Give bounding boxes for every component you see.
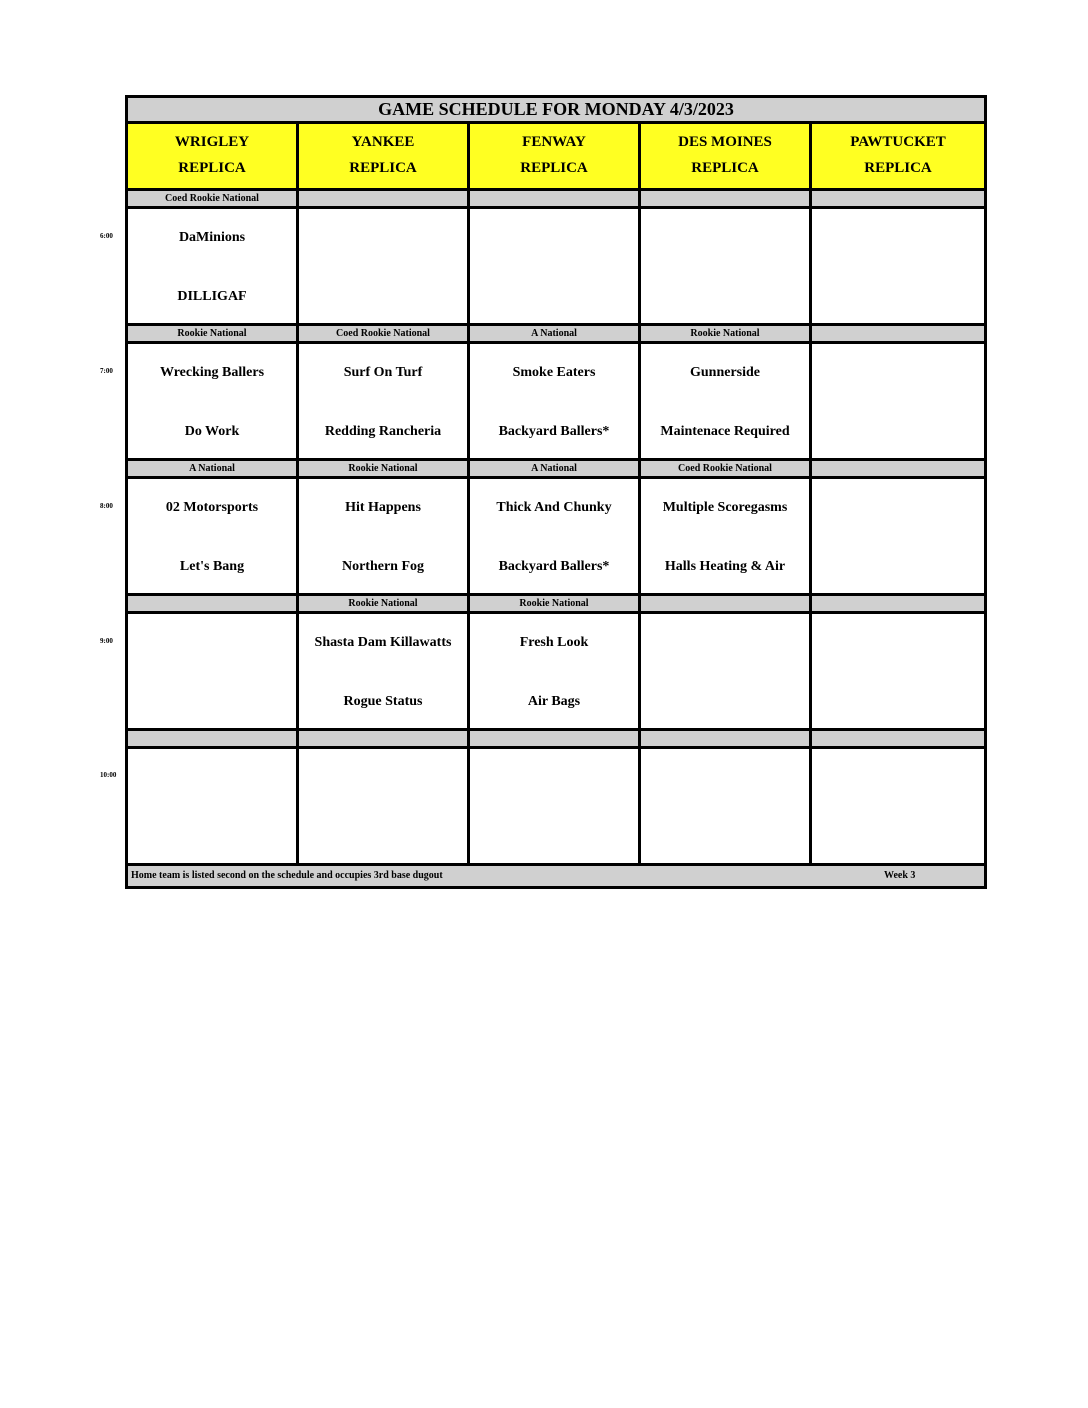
division-label: Coed Rookie National xyxy=(128,191,299,206)
time-label-6: 6:00 xyxy=(100,232,113,240)
away-team: Wrecking Ballers xyxy=(159,365,265,380)
time-slot-10 xyxy=(128,731,984,866)
field-header-pawtucket xyxy=(812,124,984,188)
game-row xyxy=(128,749,984,866)
game-cell xyxy=(299,209,470,323)
field-name: FENWAY xyxy=(522,134,586,150)
time-label-8: 8:00 xyxy=(100,502,113,510)
away-team: Shasta Dam Killawatts xyxy=(314,635,452,650)
game-cell xyxy=(470,479,641,593)
game-cell xyxy=(299,614,470,728)
game-row xyxy=(128,479,984,596)
field-sub: REPLICA xyxy=(178,160,246,176)
time-label-7: 7:00 xyxy=(100,367,113,375)
game-row xyxy=(128,344,984,461)
field-header-wrigley xyxy=(128,124,299,188)
division-label xyxy=(299,731,470,746)
division-label xyxy=(299,191,470,206)
game-row xyxy=(128,614,984,731)
game-cell xyxy=(812,209,984,323)
away-team: Surf On Turf xyxy=(343,365,423,380)
away-team: Fresh Look xyxy=(519,635,589,650)
schedule-table xyxy=(125,95,987,889)
field-header-yankee xyxy=(299,124,470,188)
division-label xyxy=(812,731,984,746)
away-team: 02 Motorsports xyxy=(165,500,259,515)
game-cell xyxy=(128,209,299,323)
division-label xyxy=(641,191,812,206)
home-team: DILLIGAF xyxy=(177,289,247,304)
home-team: Let's Bang xyxy=(179,559,245,574)
away-team: Gunnerside xyxy=(689,365,760,380)
division-label xyxy=(812,461,984,476)
game-cell xyxy=(128,344,299,458)
home-team: Backyard Ballers* xyxy=(498,559,610,574)
division-label xyxy=(128,596,299,611)
game-cell xyxy=(641,479,812,593)
division-label xyxy=(812,596,984,611)
game-cell xyxy=(641,749,812,863)
field-name: PAWTUCKET xyxy=(850,134,946,150)
division-label: Rookie National xyxy=(299,596,470,611)
division-label xyxy=(128,731,299,746)
home-team: Backyard Ballers* xyxy=(498,424,610,439)
time-slot-7 xyxy=(128,326,984,461)
away-team: Hit Happens xyxy=(345,500,421,515)
division-label: Coed Rookie National xyxy=(299,326,470,341)
week-label: Week 3 xyxy=(884,870,916,881)
schedule-footer xyxy=(128,866,984,886)
home-team: Air Bags xyxy=(527,694,581,709)
game-cell xyxy=(128,479,299,593)
division-row xyxy=(128,461,984,479)
division-label: A National xyxy=(470,461,641,476)
field-name: DES MOINES xyxy=(678,134,772,150)
home-team-note: Home team is listed second on the schedule and occupies 3rd base dugout xyxy=(131,870,443,881)
division-row xyxy=(128,596,984,614)
game-cell xyxy=(470,344,641,458)
division-label: Rookie National xyxy=(470,596,641,611)
field-header-fenway xyxy=(470,124,641,188)
game-cell xyxy=(641,344,812,458)
game-cell xyxy=(470,749,641,863)
game-cell xyxy=(299,749,470,863)
time-label-10: 10:00 xyxy=(100,771,117,779)
game-cell xyxy=(641,209,812,323)
division-row xyxy=(128,191,984,209)
home-team: Northern Fog xyxy=(341,559,425,574)
game-cell xyxy=(128,614,299,728)
time-slot-6 xyxy=(128,191,984,326)
division-row xyxy=(128,731,984,749)
division-label: Coed Rookie National xyxy=(641,461,812,476)
division-label xyxy=(812,191,984,206)
away-team: Thick And Chunky xyxy=(496,500,612,515)
time-slot-8 xyxy=(128,461,984,596)
division-label xyxy=(470,731,641,746)
field-sub: REPLICA xyxy=(520,160,588,176)
game-cell xyxy=(812,749,984,863)
game-cell xyxy=(299,479,470,593)
game-cell xyxy=(299,344,470,458)
field-name: WRIGLEY xyxy=(174,134,250,150)
field-name: YANKEE xyxy=(351,134,415,150)
field-sub: REPLICA xyxy=(864,160,932,176)
division-label: Rookie National xyxy=(299,461,470,476)
home-team: Redding Rancheria xyxy=(324,424,442,439)
time-label-9: 9:00 xyxy=(100,637,113,645)
home-team: Halls Heating & Air xyxy=(664,559,786,574)
game-cell xyxy=(470,209,641,323)
home-team: Rogue Status xyxy=(343,694,423,709)
division-label xyxy=(641,596,812,611)
game-cell xyxy=(812,479,984,593)
division-label: A National xyxy=(128,461,299,476)
division-label xyxy=(812,326,984,341)
game-cell xyxy=(641,614,812,728)
game-cell xyxy=(812,614,984,728)
game-cell xyxy=(470,614,641,728)
division-label xyxy=(641,731,812,746)
away-team: DaMinions xyxy=(178,230,246,245)
division-label xyxy=(470,191,641,206)
game-cell xyxy=(812,344,984,458)
home-team: Do Work xyxy=(184,424,240,439)
schedule-title: GAME SCHEDULE FOR MONDAY 4/3/2023 xyxy=(128,98,984,124)
field-sub: REPLICA xyxy=(349,160,417,176)
home-team: Maintenace Required xyxy=(660,424,790,439)
game-row xyxy=(128,209,984,326)
fields-header-row xyxy=(128,124,984,191)
division-label: Rookie National xyxy=(128,326,299,341)
away-team: Smoke Eaters xyxy=(512,365,596,380)
division-label: A National xyxy=(470,326,641,341)
away-team: Multiple Scoregasms xyxy=(662,500,788,515)
field-header-des-moines xyxy=(641,124,812,188)
division-row xyxy=(128,326,984,344)
time-slot-9 xyxy=(128,596,984,731)
game-cell xyxy=(128,749,299,863)
division-label: Rookie National xyxy=(641,326,812,341)
field-sub: REPLICA xyxy=(691,160,759,176)
